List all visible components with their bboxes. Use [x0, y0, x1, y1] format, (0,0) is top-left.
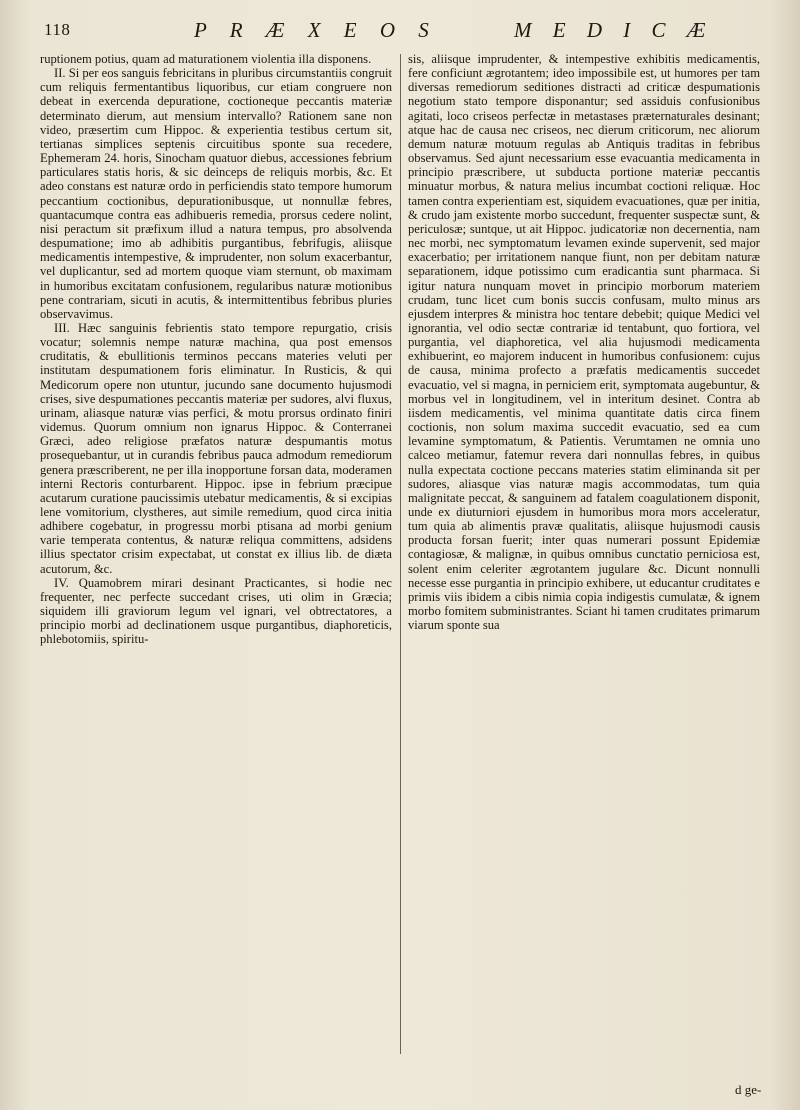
- column-divider: [400, 54, 401, 1054]
- paragraph: IV. Quamobrem mirari desinant Practicantes, si hodie nec frequenter, nec perfecte succedant crises, uti olim in Græcia; siquidem illi graviorum legum vel ignari, vel obtrectatores, a principio morbi ad declinationem usque purgantibus, diaphoreticis, phlebotomiis, spiritu-: [40, 575, 392, 647]
- catchword: d ge-: [735, 1082, 762, 1097]
- page-number: 118: [44, 20, 71, 39]
- paragraph: ruptionem potius, quam ad maturationem violentia illa disponens.: [40, 52, 372, 66]
- left-column: [40, 52, 392, 1082]
- paragraph: II. Si per eos sanguis febricitans in pluribus circumstantiis congruit cum reliquis fermentantibus liquoribus, cur etiam congruere non debeat in exercenda depuratione, coctioneque peccantis materiæ determinato dierum, aut mensium intervallo? Rationem sane non video, præsertim cum Hippoc. & experientia testibus certum sit, tertianas simplices septenis circuitibus sponte sua recedere, Ephemeram 24. horis, Sinocham quatuor diebus, accessiones febrium particulares statis horis, & sic deinceps de reliquis morbis, &c. Et adeo constans est naturæ ordo in perficiendis stato tempore humorum peccantium coctionibus, depurationibusque, ut nonnullæ febres, quantacumque contra eas adhibueris remedia, prorsus cedere nolint, nisi peractum sit præfixum illud a natura tempus, pro absolvenda despumatione; imo ab adhibitis purgantibus, febrifugis, aliisque medicamentis intempestive, & imprudenter, non solum exacerbantur, vel duplicantur, sed ad mortem quoque viam sternunt, ob maximam in humoribus excitatam confusionem, regularibus naturæ motionibus pene contrariam, sicuti in acutis, & intermittentibus febribus pluries observavimus.: [40, 66, 392, 321]
- right-column: [408, 52, 760, 1082]
- running-title-left: P R Æ X E O S: [194, 18, 438, 42]
- paragraph: sis, aliisque imprudenter, & intempestive exhibitis medicamentis, fere conficiunt ægrotantem; ideo impossibile est, ut humores per tam diversas remediorum seditiones distracti ad criticæ despumationis negotium stato tempore disponantur; sed assiduis confusionibus agitati, loco criseos perfectæ in metastases præternaturales desinant; atque hac de causa nec criseos, nec dierum criticorum, nec aliorum demum naturæ motuum regulas ab Antiquis traditas in febribus observamus. Sed ajunt necessarium esse evacuantia medicamenta in principio præscribere, ut subducta portione materiæ peccantis minuatur morbus, & natura melius incumbat coctioni reliquæ. Hoc tamen contra experientiam est, siquidem evacuationes, quæ per initia, & crudo jam existente morbo succedunt, frequenter suspectæ sunt, & periculosæ; suntque, ut ait Hippoc. judicatoriæ non decernentia, nam nec morbi, nec symptomatum levamen exinde supervenit, sed major exacerbatio; per irritationem nanque fiunt, non per debitam naturæ separationem, idque potissimo cum eradicantia sunt pharmaca. Si igitur natura nunquam movet in principio morborum materiem crudam, tunc licet cum bonis succis confusam, multo minus ars ejusdem interpres & ministra hoc tentare debebit; quique Medici vel ignorantia, vel odio sectæ contrariæ id tentabunt, quo fortiora, vel purgantia, vel diaphoretica, vel alia hujusmodi medicamenta exhibuerint, eo majorem inducent in humoribus confusionem: cujus de causa, minima profecto a præfatis medicamentis succedet evacuatio, vel si magna, in perniciem erit, symptomata augebuntur, & morbus vel in longitudinem, vel in interitum desinet. Contra ab iisdem medicamentis, vel minima quantitate datis circa finem coctionis, non solum maxima succedit evacuatio, sed ea cum levamine symptomatum, & Patientis. Verumtamen ne omnia uno calceo metiamur, fatemur revera dari nonnullas febres, in quibus nulla expectata coctione peccans materies statim eliminanda sit per sudores, aliasque vias naturæ magis accommodatas, tum quia malignitate peccat, & sanguinem ad fatalem coagulationem disponit, unde ex diuturniori ejusdem in humoribus mora mors acceleratur, tum quia ab alimentis pravæ qualitatis, aliisque hujusmodi causis producta forsan fuerit; inter quas numerari possunt Epidemiæ contagiosæ, & malignæ, in quibus omnibus cunctatio perniciosa est, solent enim celeriter ægrotantem jugulare &c. Dicunt nonnulli necesse esse purgantia in principio exhibere, ut educantur cruditates e primis viis ibidem a cibis nimia copia indigestis cumulatæ, & ignem morbo fomitem subministrantes. Sciant hi tamen cruditates primarum viarum sponte sua: [408, 52, 760, 633]
- running-title-right: M E D I C Æ: [514, 18, 714, 42]
- running-header: [44, 18, 764, 48]
- paragraph: III. Hæc sanguinis febrientis stato tempore repurgatio, crisis vocatur; solemnis nempe naturæ machina, qua post emensos cruditatis, & ebullitionis terminos peccans materies veluti per institutam despumationem foris eliminatur. In Rusticis, & qui Medicorum opere non utuntur, jucundo sane documento hujusmodi crises, sive despumationes peccantis materiæ per sudores, alvi fluxus, urinam, aliasque naturæ vias perfici, & motu prorsus ordinato finiri videmus. Quorum omnium non ignarus Hippoc. & Conterranei Græci, adeo religiose præfatos naturæ despumantis motus prosequebantur, ut in curandis febribus pauca admodum remediorum genera præscriberent, ne per illa inopportune forsan data, moderamen interni Rectoris conturbarent. Hippoc. ipse in febrium præcipue acutarum curatione paucissimis utebatur medicamentis, & si excipias lene vomitorium, clystheres, aut simile remedium, quod circa initia adhibere cogebatur, in progressu morbi ptisana ad morbi genium varie temperata contentus, & naturæ reliqua committens, adsidens illius spectator crisim expectabat, ut constat ex illius lib. de diæta acutorum, &c.: [40, 320, 392, 576]
